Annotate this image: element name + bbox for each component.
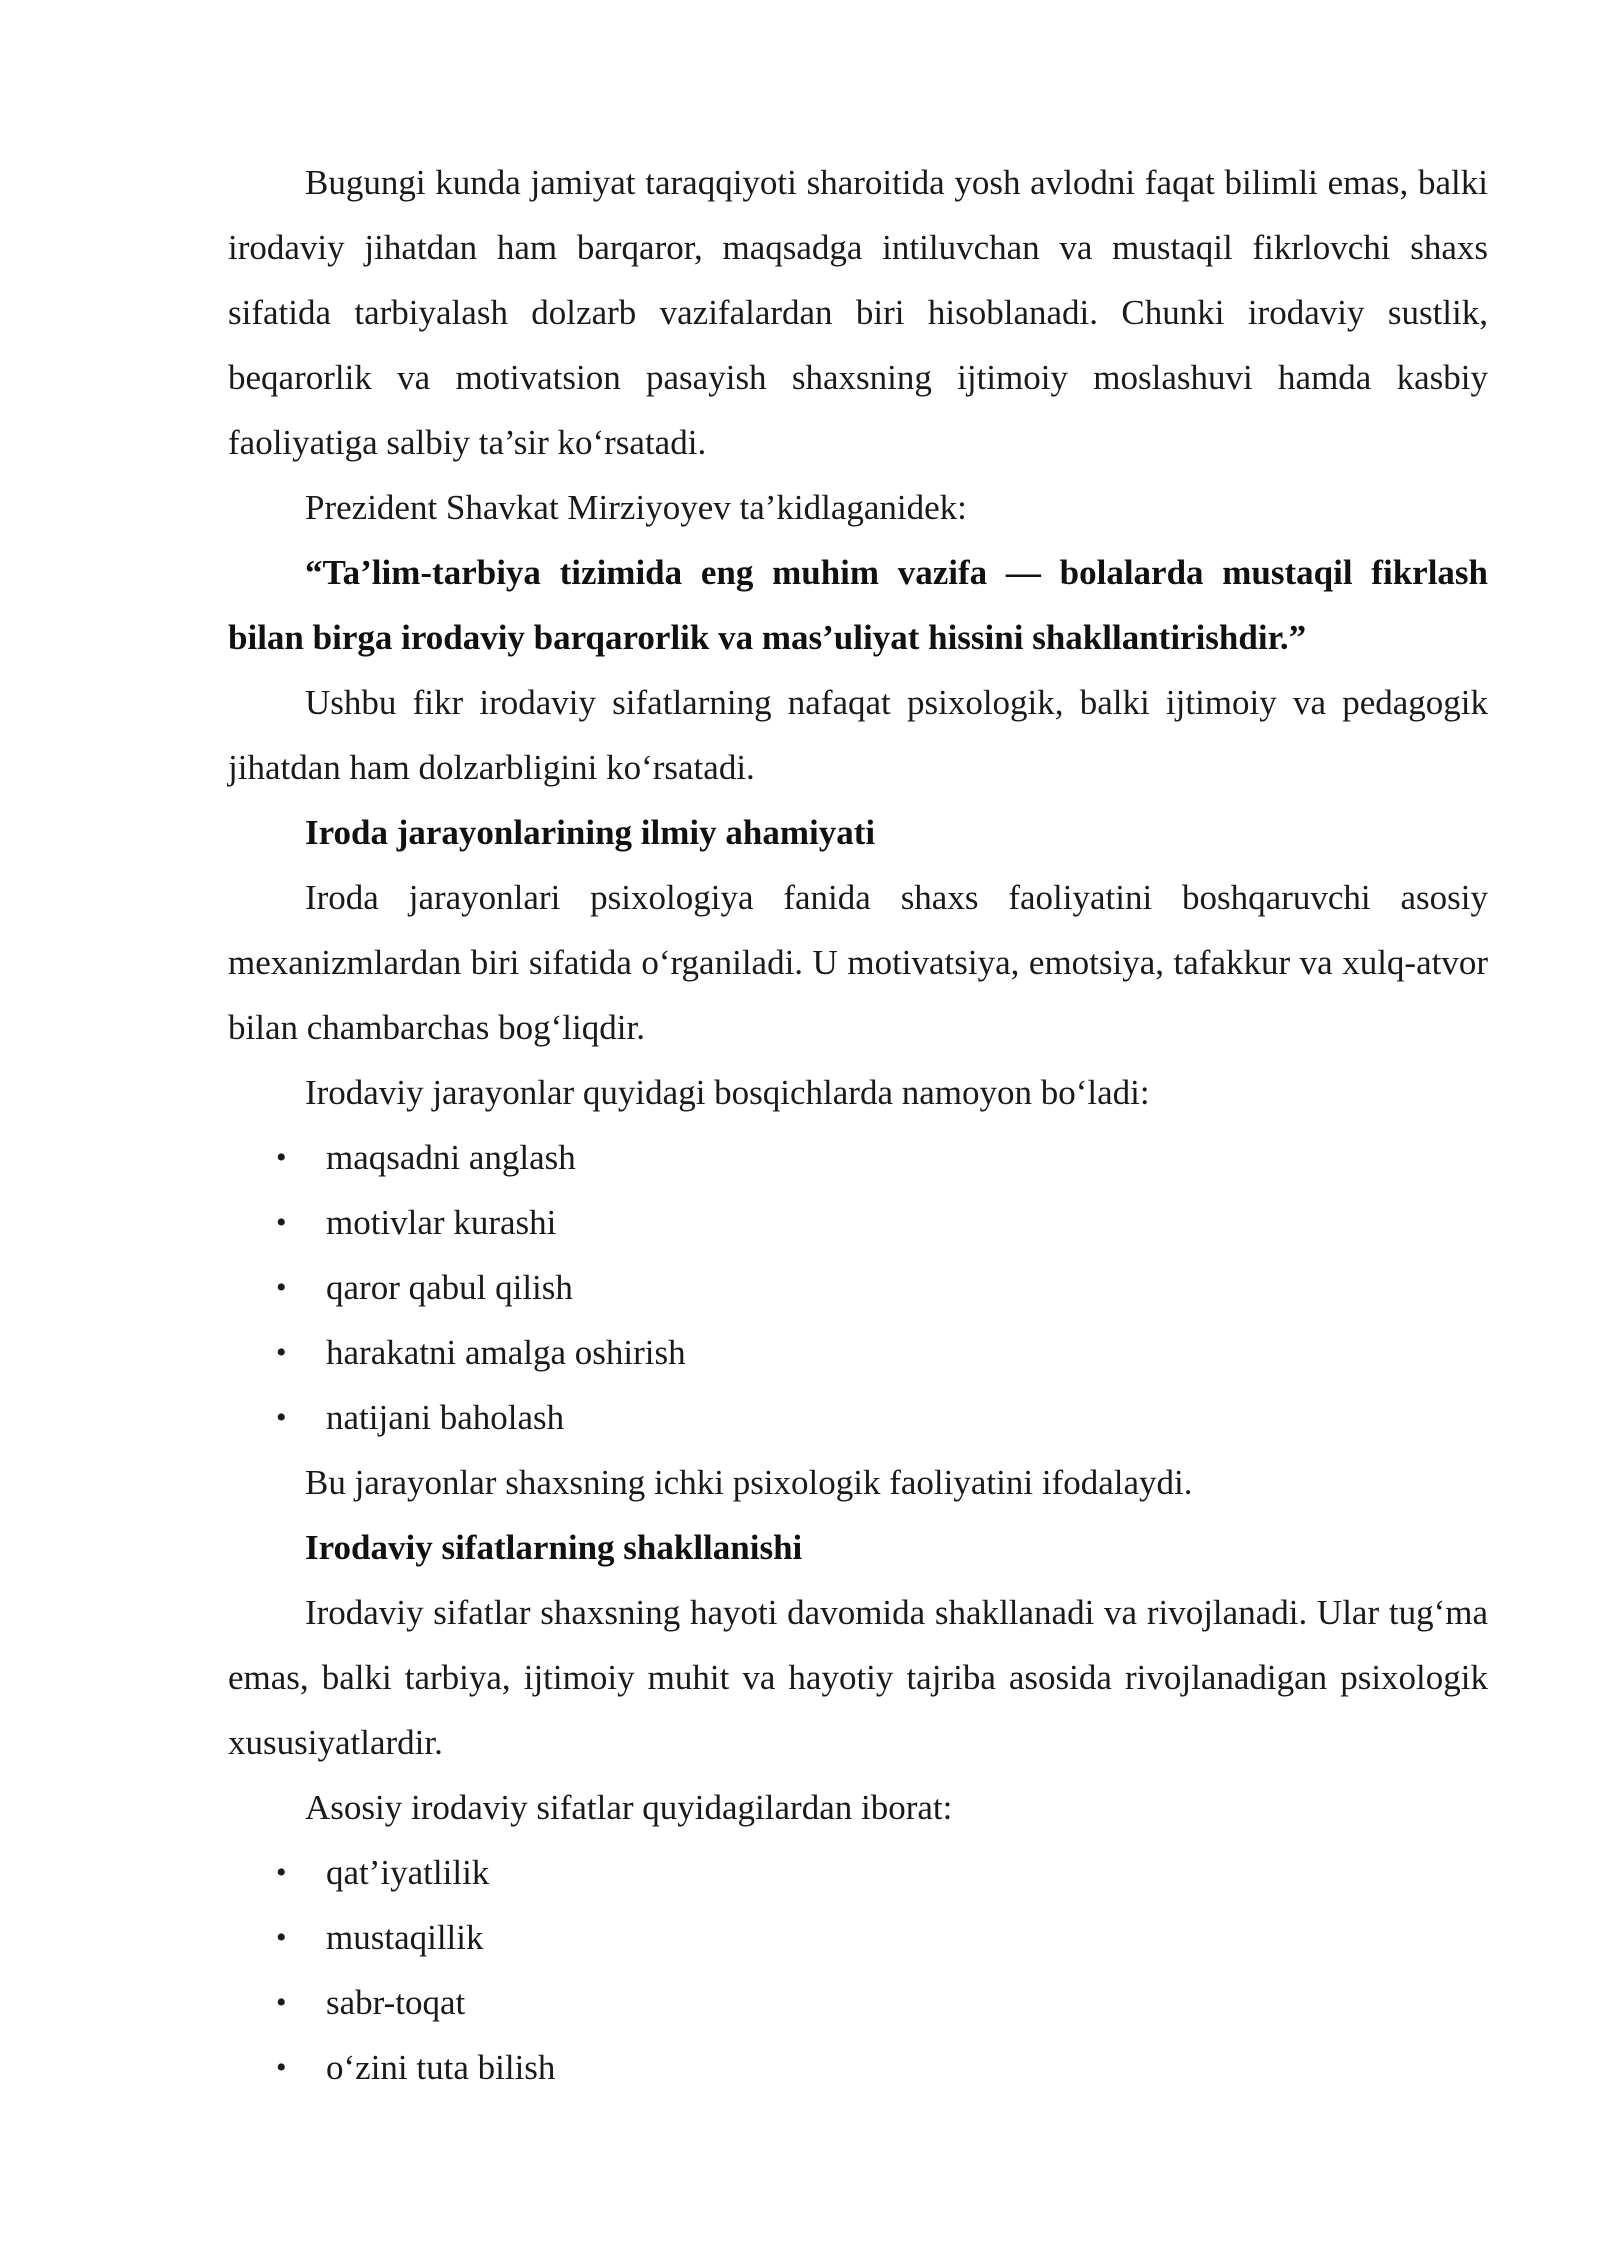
bullet-icon: •	[276, 1986, 287, 2019]
stages-summary: Bu jarayonlar shaxsning ichki psixologik faoliyatini ifodalaydi.	[305, 1463, 1193, 1502]
bullet-icon: •	[276, 1856, 287, 1889]
list-item	[228, 1970, 1488, 2035]
stages-list	[228, 1125, 1488, 1450]
list-item	[228, 1320, 1488, 1385]
list-item	[228, 1905, 1488, 1970]
bullet-icon: •	[276, 1141, 287, 1174]
list-item-text: qaror qabul qilish	[326, 1268, 573, 1307]
bullet-icon: •	[276, 1271, 287, 1304]
list-item-text: mustaqillik	[326, 1918, 484, 1957]
intro-paragraph: Bugungi kunda jamiyat taraqqiyoti sharoitida yosh avlodni faqat bilimli emas, balki irodaviy jihatdan ham barqaror, maqsadga intiluvchan va mustaqil fikrlovchi shaxs sifatida tarbiyalash dolzarb vazifalardan biri hisoblanadi. Chunki irodaviy sustlik, beqarorlik va motivatsion pasayish shaxsning ijtimoiy moslashuvi hamda kasbiy faoliyatiga salbiy ta’sir ko‘rsatadi.	[228, 163, 1488, 462]
bullet-icon: •	[276, 1336, 287, 1369]
list-item	[228, 1125, 1488, 1190]
list-item-text: sabr-toqat	[326, 1983, 466, 2022]
list-item	[228, 1255, 1488, 1320]
list-item-text: motivlar kurashi	[326, 1203, 557, 1242]
president-citation-lead: Prezident Shavkat Mirziyoyev ta’kidlaganidek:	[305, 488, 967, 527]
list-item-text: natijani baholash	[326, 1398, 565, 1437]
president-quote: “Ta’lim-tarbiya tizimida eng muhim vazifa — bolalarda mustaqil fikrlash bilan birga irodaviy barqarorlik va mas’uliyat hissini shakllantirishdir.”	[228, 553, 1488, 657]
list-item	[228, 1190, 1488, 1255]
section-heading-will-processes: Iroda jarayonlarining ilmiy ahamiyati	[305, 813, 876, 852]
section-heading-will-qualities: Irodaviy sifatlarning shakllanishi	[305, 1528, 803, 1567]
list-item	[228, 1385, 1488, 1450]
list-item	[228, 2035, 1488, 2100]
list-item-text: harakatni amalga oshirish	[326, 1333, 686, 1372]
list-item-text: qat’iyatlilik	[326, 1853, 490, 1892]
bullet-icon: •	[276, 1206, 287, 1239]
will-qualities-paragraph: Irodaviy sifatlar shaxsning hayoti davomida shakllanadi va rivojlanadi. Ular tug‘ma emas, balki tarbiya, ijtimoiy muhit va hayotiy tajriba asosida rivojlanadigan psixologik xususiyatlardir.	[228, 1593, 1488, 1762]
list-item-text: maqsadni anglash	[326, 1138, 576, 1177]
quote-commentary: Ushbu fikr irodaviy sifatlarning nafaqat psixologik, balki ijtimoiy va pedagogik jihatdan ham dolzarbligini ko‘rsatadi.	[228, 683, 1488, 787]
bullet-icon: •	[276, 1921, 287, 1954]
will-processes-paragraph: Iroda jarayonlari psixologiya fanida shaxs faoliyatini boshqaruvchi asosiy mexanizmlardan biri sifatida o‘rganiladi. U motivatsiya, emotsiya, tafakkur va xulq-atvor bilan chambarchas bog‘liqdir.	[228, 878, 1488, 1047]
bullet-icon: •	[276, 1401, 287, 1434]
stages-intro: Irodaviy jarayonlar quyidagi bosqichlarda namoyon bo‘ladi:	[305, 1073, 1150, 1112]
bullet-icon: •	[276, 2051, 287, 2084]
list-item	[228, 1840, 1488, 1905]
list-item-text: o‘zini tuta bilish	[326, 2048, 556, 2087]
qualities-list	[228, 1840, 1488, 2100]
document-page	[228, 150, 1488, 2100]
qualities-intro: Asosiy irodaviy sifatlar quyidagilardan iborat:	[305, 1788, 953, 1827]
